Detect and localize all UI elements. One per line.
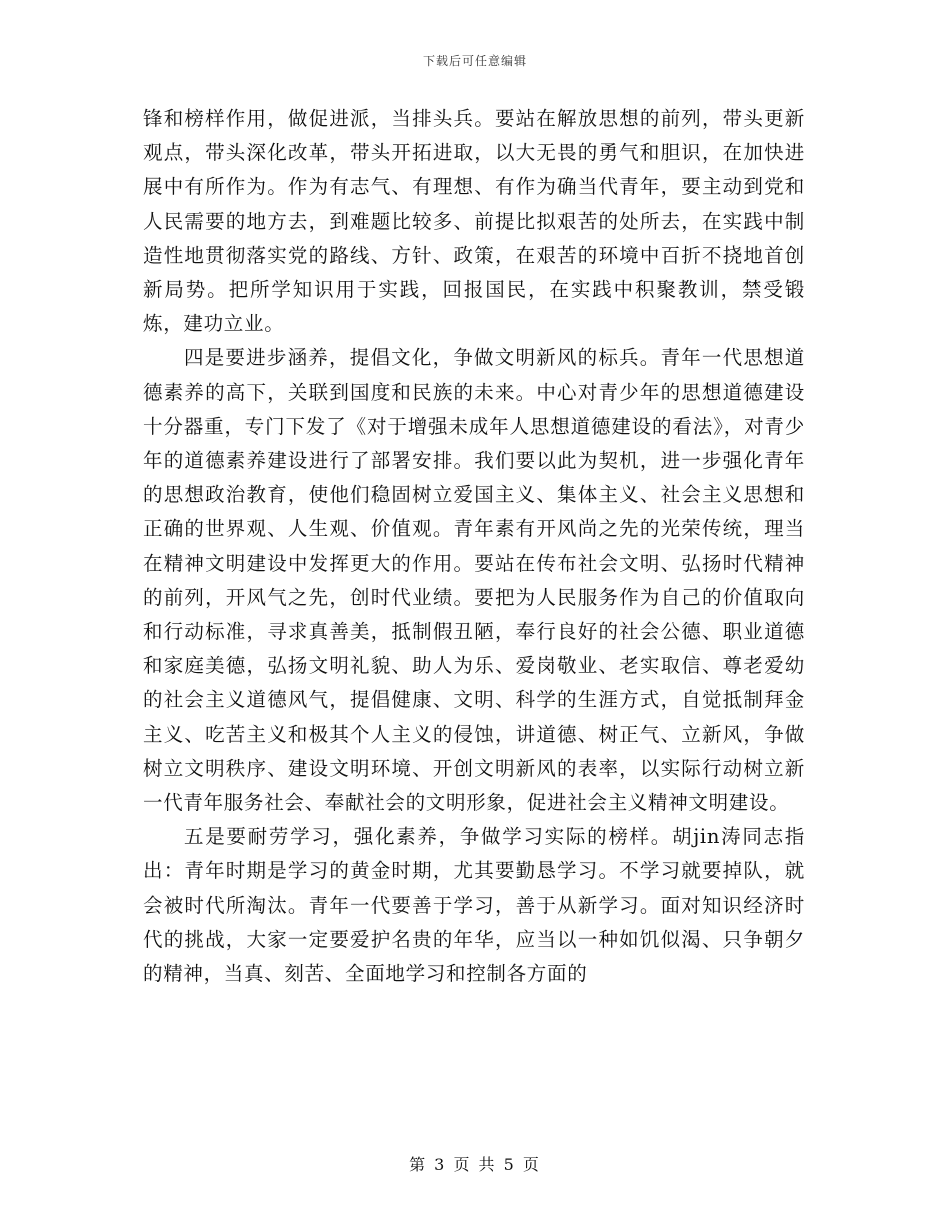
paragraph-2: 四是要进步涵养，提倡文化，争做文明新风的标兵。青年一代思想道德素养的高下，关联到国度和民族的未来。中心对青少年的思想道德建设十分器重，专门下发了《对于增强未成年人思想道德建设的看法》，对青少年的道德素养建设进行了部署安排。我们要以此为契机，进一步强化青年的思想政治教育，使他们稳固树立爱国主义、集体主义、社会主义思想和正确的世界观、人生观、价值观。青年素有开风尚之先的光荣传统，理当在精神文明建设中发挥更大的作用。要站在传布社会文明、弘扬时代精神的前列，开风气之先，创时代业绩。要把为人民服务作为自己的价值取向和行动标准，寻求真善美，抵制假丑陋，奉行良好的社会公德、职业道德和家庭美德，弘扬文明礼貌、助人为乐、爱岗敬业、老实取信、尊老爱幼的社会主义道德风气，提倡健康、文明、科学的生涯方式，自觉抵制拜金主义、吃苦主义和极其个人主义的侵蚀，讲道德、树正气、立新风，争做树立文明秩序、建设文明环境、开创文明新风的表率，以实际行动树立新一代青年服务社会、奉献社会的文明形象，促进社会主义精神文明建设。 — [143, 346, 805, 815]
paragraph-3: 五是要耐劳学习，强化素养，争做学习实际的榜样。胡jin涛同志指出：青年时期是学习的黄金时期，尤其要勤恳学习。不学习就要掉队，就会被时代所淘汰。青年一代要善于学习，善于从新学习。面对知识经济时代的挑战，大家一定要爱护名贵的年华，应当以一种如饥似渴、只争朝夕的精神，当真、刻苦、全面地学习和控制各方面的 — [143, 825, 805, 986]
page-number: 第 3 页 共 5 页 — [409, 1155, 541, 1174]
paragraph-1: 锋和榜样作用，做促进派，当排头兵。要站在解放思想的前列，带头更新观点，带头深化改革，带头开拓进取，以大无畏的勇气和胆识，在加快进展中有所作为。作为有志气、有理想、有作为确当代青年，要主动到党和人民需要的地方去，到难题比较多、前提比拟艰苦的处所去，在实践中制造性地贯彻落实党的路线、方针、政策，在艰苦的环境中百折不挠地首创新局势。把所学知识用于实践，回报国民，在实践中积聚教训，禁受锻炼，建功立业。 — [143, 107, 805, 336]
download-edit-note: 下载后可任意编辑 — [422, 54, 527, 68]
document-body — [143, 102, 805, 991]
